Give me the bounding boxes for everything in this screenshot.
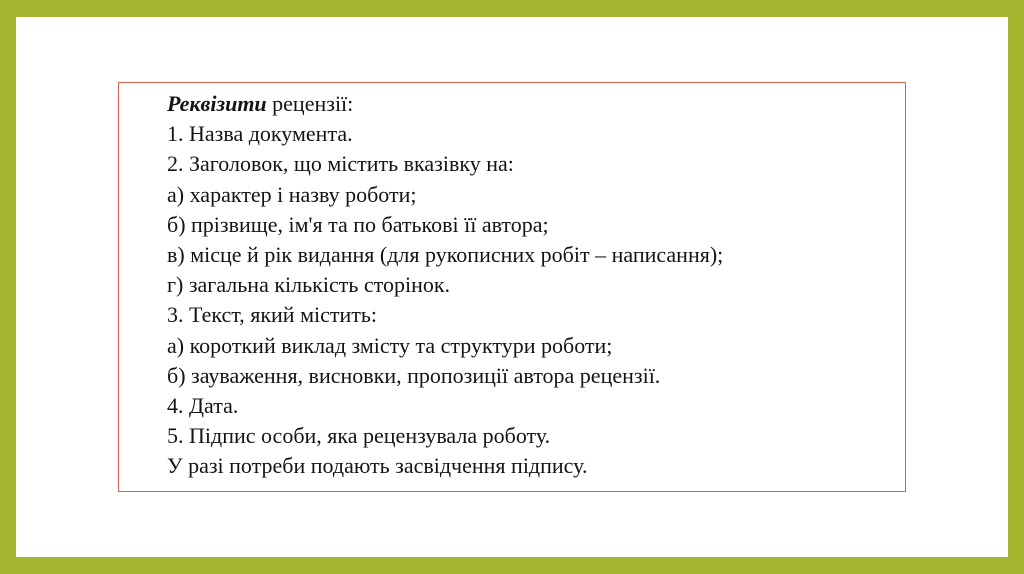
line-item: в) місце й рік видання (для рукописних робіт – написання); bbox=[167, 242, 724, 268]
line-item: 3. Текст, який містить: bbox=[167, 302, 378, 328]
line-item: г) загальна кількість сторінок. bbox=[167, 272, 451, 298]
line-item: 5. Підпис особи, яка рецензувала роботу. bbox=[167, 423, 551, 449]
text-content bbox=[167, 89, 895, 482]
line-item: а) характер і назву роботи; bbox=[167, 181, 417, 207]
heading-emphasis: Реквізити bbox=[167, 91, 267, 116]
line-item: У разі потреби подають засвідчення підпису. bbox=[167, 453, 588, 479]
line-item: б) зауваження, висновки, пропозиції автора рецензії. bbox=[167, 362, 661, 388]
line-item: 4. Дата. bbox=[167, 393, 239, 419]
line-item: 2. Заголовок, що містить вказівку на: bbox=[167, 151, 514, 177]
slide bbox=[16, 17, 1008, 557]
line-item: б) прізвище, ім'я та по батькові її автора; bbox=[167, 211, 549, 237]
line-item: а) короткий виклад змісту та структури роботи; bbox=[167, 332, 613, 358]
text-box bbox=[118, 82, 906, 492]
heading-rest: рецензії: bbox=[266, 91, 354, 116]
line-item: 1. Назва документа. bbox=[167, 121, 353, 147]
heading-line bbox=[167, 89, 895, 119]
